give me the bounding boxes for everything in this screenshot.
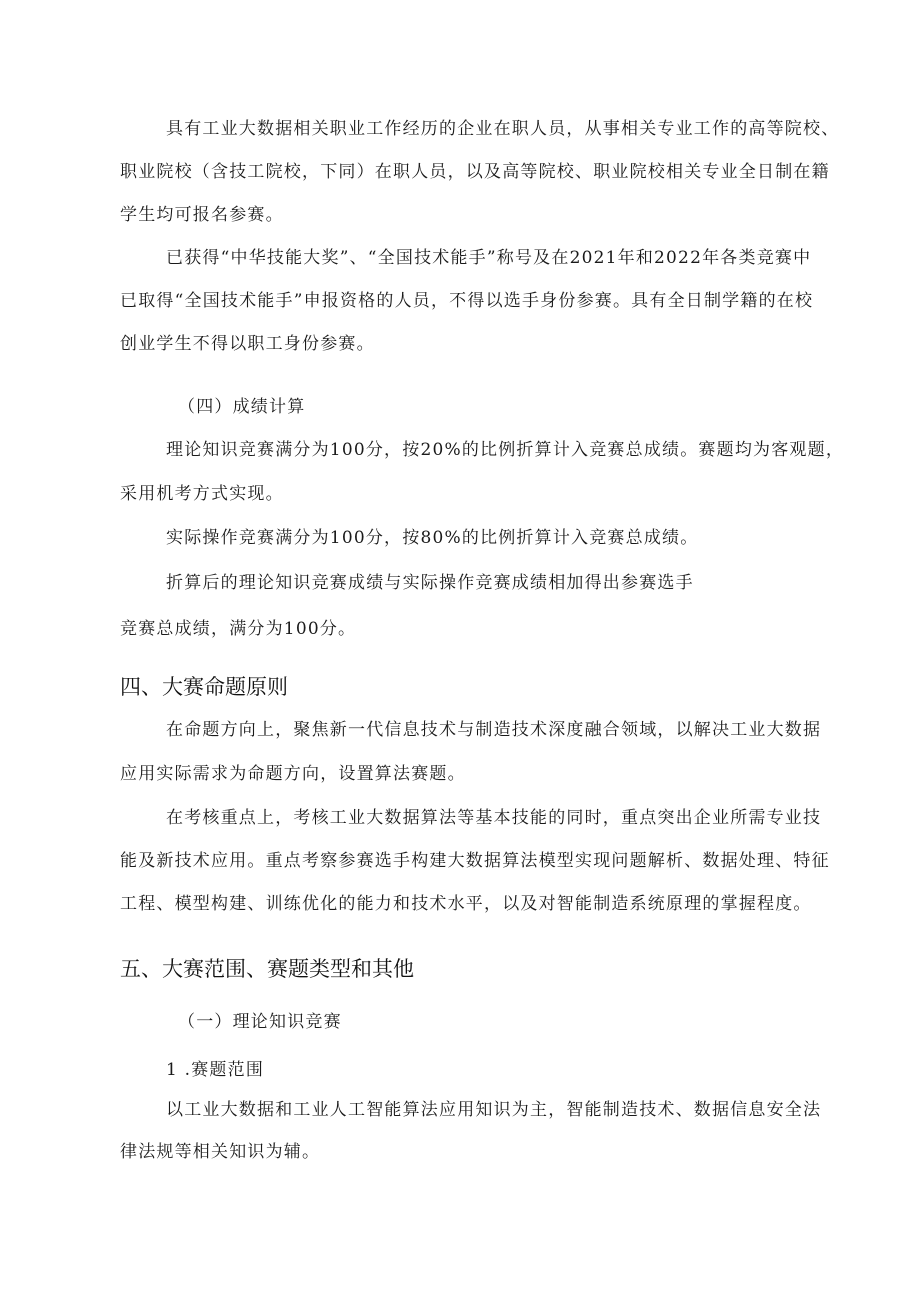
focus-line-3: 工程、模型构建、训练优化的能力和技术水平，以及对智能制造系统原理的掌握程度。 (120, 894, 812, 914)
total-score-line-1: 折算后的理论知识竞赛成绩与实际操作竞赛成绩相加得出参赛选手 (166, 573, 694, 593)
eligibility-line-3: 学生均可报名参赛。 (120, 205, 284, 225)
subsection-title-score: （四）成绩计算 (178, 397, 306, 417)
scope-line-2: 律法规等相关知识为辅。 (120, 1142, 321, 1162)
scope-line-1: 以工业大数据和工业人工智能算法应用知识为主，智能制造技术、数据信息安全法 (166, 1100, 822, 1120)
eligibility-line-2: 职业院校（含技工院校，下同）在职人员，以及高等院校、职业院校相关专业全日制在籍 (120, 162, 830, 182)
direction-line-2: 应用实际需求为命题方向，设置算法赛题。 (120, 764, 466, 784)
total-score-line-2: 竞赛总成绩，满分为100分。 (120, 619, 357, 639)
practice-score-line: 实际操作竞赛满分为100分，按80%的比例折算计入竞赛总成绩。 (166, 528, 699, 548)
eligibility-line-1: 具有工业大数据相关职业工作经历的企业在职人员，从事相关专业工作的高等院校、 (166, 119, 840, 139)
subsection-title-theory: （一）理论知识竞赛 (178, 1012, 342, 1032)
restriction-line-3: 创业学生不得以职工身份参赛。 (120, 334, 375, 354)
focus-line-2: 能及新技术应用。重点考察参赛选手构建大数据算法模型实现问题解析、数据处理、特征 (120, 851, 830, 871)
focus-line-1: 在考核重点上，考核工业大数据算法等基本技能的同时，重点突出企业所需专业技 (166, 808, 822, 828)
restriction-line-2: 已取得“全国技术能手”申报资格的人员，不得以选手身份参赛。具有全日制学籍的在校 (120, 291, 814, 311)
section-heading-5: 五、大赛范围、赛题类型和其他 (120, 957, 414, 981)
direction-line-1: 在命题方向上，聚焦新一代信息技术与制造技术深度融合领域，以解决工业大数据 (166, 720, 822, 740)
restriction-line-1: 已获得“中华技能大奖”、“全国技术能手”称号及在2021年和2022年各类竞赛中 (166, 248, 812, 268)
theory-score-line-1: 理论知识竞赛满分为100分，按20%的比例折算计入竞赛总成绩。赛题均为客观题， (166, 440, 845, 460)
section-heading-4: 四、大赛命题原则 (120, 675, 288, 699)
item-title-scope: 1 .赛题范围 (166, 1060, 265, 1080)
theory-score-line-2: 采用机考方式实现。 (120, 484, 284, 504)
